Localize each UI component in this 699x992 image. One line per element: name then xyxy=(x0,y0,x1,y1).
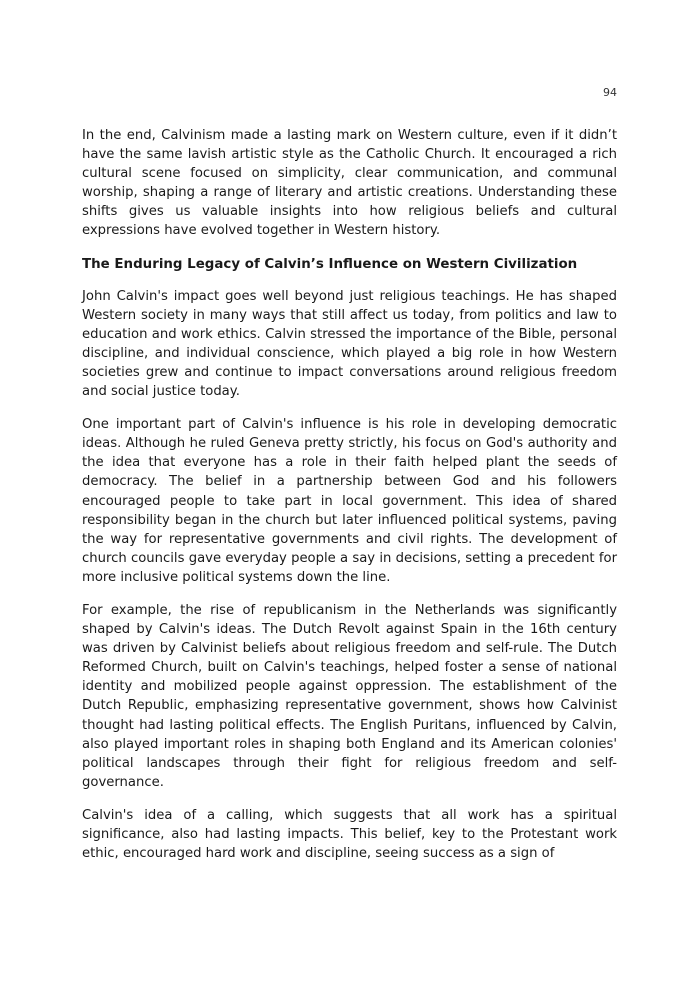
paragraph-calling-work-ethic: Calvin's idea of a calling, which suggests that all work has a spiritual significance, also had lasting impacts. This belief, key to the Protestant work ethic, encouraged hard work and discipline, seeing success as a sign of xyxy=(82,807,617,862)
paragraph-calvin-impact: John Calvin's impact goes well beyond just religious teachings. He has shaped Western society in many ways that still affect us today, from politics and law to education and work ethics. Calvin stressed the importance of the Bible, personal discipline, and individual conscience, which played a big role in how Western societies grew and continue to impact conversations around religious freedom and social justice today. xyxy=(82,288,617,400)
paragraph-calvinism-cultural-mark: In the end, Calvinism made a lasting mark on Western culture, even if it didn’t have the same lavish artistic style as the Catholic Church. It encouraged a rich cultural scene focused on simplicity, clear communication, and communal worship, shaping a range of literary and artistic creations. Understanding these shifts gives us valuable insights into how religious beliefs and cultural expressions have evolved together in Western history. xyxy=(82,128,617,239)
paragraph-democratic-ideas: One important part of Calvin's influence is his role in developing democratic ideas. Although he ruled Geneva pretty strictly, his focus on God's authority and the idea that everyone has a role in their faith helped plant the seeds of democracy. The belief in a partnership between God and his followers encouraged people to take part in local government. This idea of shared responsibility began in the church but later influenced political systems, paving the way for representative governments and civil rights. The development of church councils gave everyday people a say in decisions, setting a precedent for more inclusive political systems down the line. xyxy=(82,417,617,585)
page-number: 94 xyxy=(603,86,617,99)
paragraph-dutch-republicanism: For example, the rise of republicanism in the Netherlands was significantly shaped by Calvin's ideas. The Dutch Revolt against Spain in the 16th century was driven by Calvinist beliefs about religious freedom and self-rule. The Dutch Reformed Church, built on Calvin's teachings, helped foster a sense of national identity and mobilized people against oppression. The establishment of the Dutch Republic, emphasizing representative government, shows how Calvinist thought had lasting political effects. The English Puritans, influenced by Calvin, also played important roles in shaping both England and its American colonies' political landscapes through their fight for religious freedom and self-governance. xyxy=(82,602,617,790)
section-heading: The Enduring Legacy of Calvin’s Influence on Western Civilization xyxy=(82,256,578,272)
page-body xyxy=(82,126,617,877)
